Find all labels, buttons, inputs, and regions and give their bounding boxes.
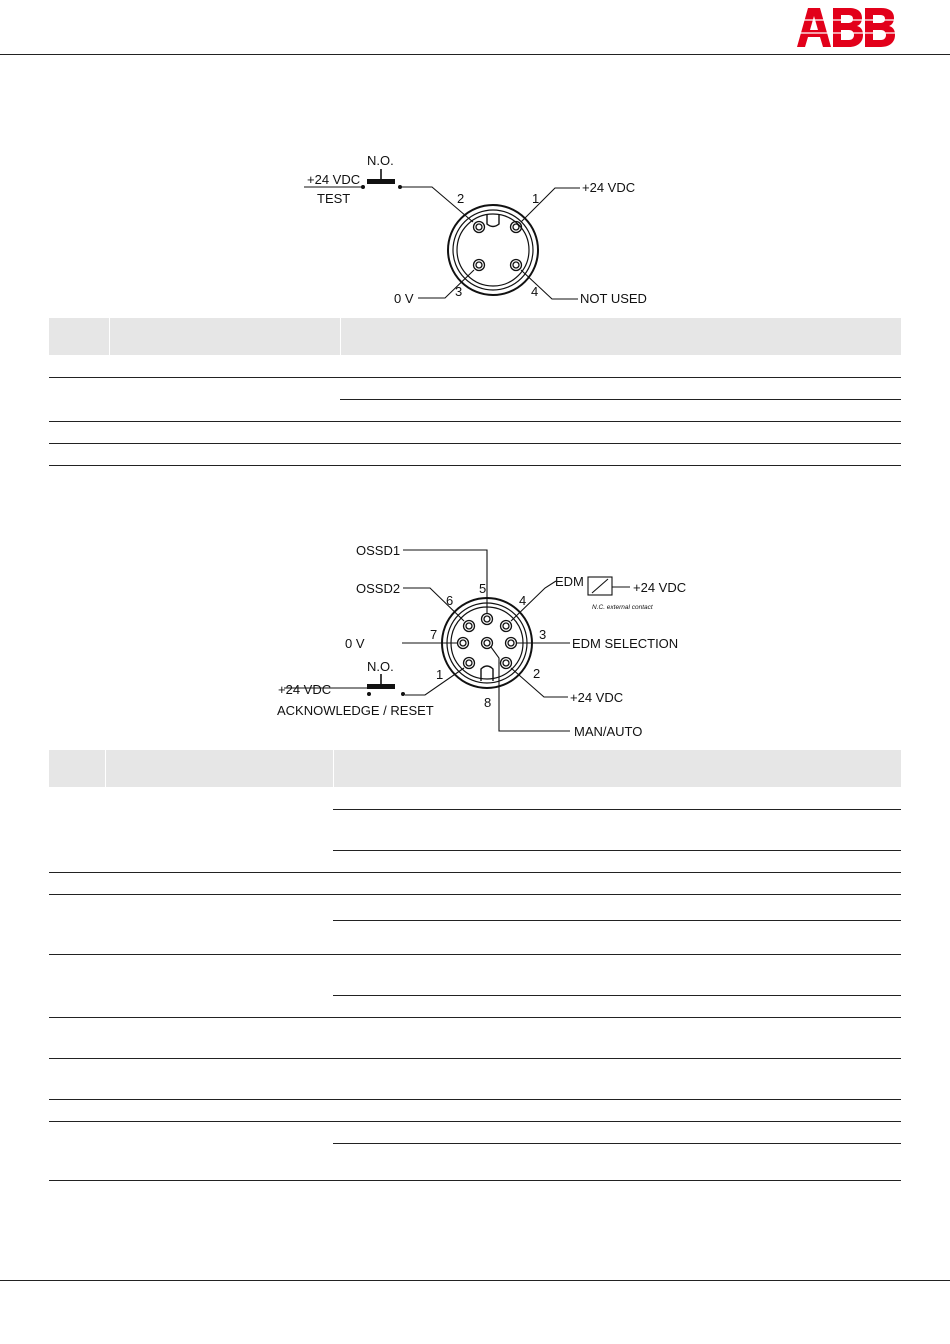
pin-label: +24 VDC bbox=[633, 580, 687, 595]
pin-number: 3 bbox=[455, 284, 463, 299]
pin-number: 7 bbox=[430, 627, 438, 642]
connector-pins bbox=[474, 222, 522, 271]
table-header-row bbox=[49, 750, 901, 787]
pin-label: +24 VDC bbox=[570, 690, 624, 705]
table-row bbox=[49, 894, 901, 920]
header-rule bbox=[0, 54, 950, 55]
pin-label: EDM SELECTION bbox=[572, 636, 679, 651]
contact-note: N.C. external contact bbox=[592, 604, 653, 611]
table-row bbox=[49, 355, 901, 377]
pin-label: MAN/AUTO bbox=[574, 724, 643, 739]
pin-table-1 bbox=[49, 318, 901, 466]
pin-label: 0 V bbox=[394, 291, 414, 306]
pin-sublabel: TEST bbox=[317, 191, 351, 206]
connector-pins bbox=[458, 614, 517, 669]
table-row bbox=[49, 1058, 901, 1099]
pin-sublabel: ACKNOWLEDGE / RESET bbox=[277, 703, 434, 718]
pin-label: NOT USED bbox=[580, 291, 647, 306]
pin-number: 8 bbox=[484, 695, 492, 710]
pin-label: +24 VDC bbox=[582, 180, 636, 195]
pin-label: OSSD1 bbox=[356, 543, 401, 558]
pin-number: 4 bbox=[531, 284, 539, 299]
switch-label: N.O. bbox=[367, 153, 394, 168]
pin-label: 0 V bbox=[345, 636, 365, 651]
no-switch bbox=[367, 659, 405, 696]
table-row bbox=[49, 954, 901, 995]
table-row bbox=[49, 872, 901, 894]
pin-label: +24 VDC bbox=[307, 172, 361, 187]
connector-8pin-diagram bbox=[270, 535, 710, 745]
pin-table-2 bbox=[49, 750, 901, 1181]
table-row bbox=[49, 787, 901, 809]
pin-number: 1 bbox=[436, 667, 444, 682]
no-switch bbox=[361, 153, 402, 189]
pin-number: 5 bbox=[479, 581, 487, 596]
pin-label: +24 VDC bbox=[278, 682, 332, 697]
pin-number: 6 bbox=[446, 593, 454, 608]
table-row bbox=[49, 1121, 901, 1143]
pin-label: OSSD2 bbox=[356, 581, 401, 596]
table-header-row bbox=[49, 318, 901, 355]
table-row bbox=[49, 377, 901, 399]
pin-number: 1 bbox=[532, 191, 540, 206]
switch-label: N.O. bbox=[367, 659, 394, 674]
edm-contact bbox=[588, 577, 630, 595]
pin-number: 3 bbox=[539, 627, 547, 642]
pin-number: 2 bbox=[457, 191, 465, 206]
connector-4pin-diagram bbox=[290, 145, 660, 315]
pin-label: EDM bbox=[555, 574, 584, 589]
pin-number: 2 bbox=[533, 666, 541, 681]
table-row bbox=[49, 1099, 901, 1121]
pin-number: 4 bbox=[519, 593, 527, 608]
table-row bbox=[49, 443, 901, 465]
abb-logo bbox=[795, 6, 899, 48]
table-row bbox=[49, 1017, 901, 1058]
footer-rule bbox=[0, 1280, 950, 1281]
table-row bbox=[49, 421, 901, 443]
